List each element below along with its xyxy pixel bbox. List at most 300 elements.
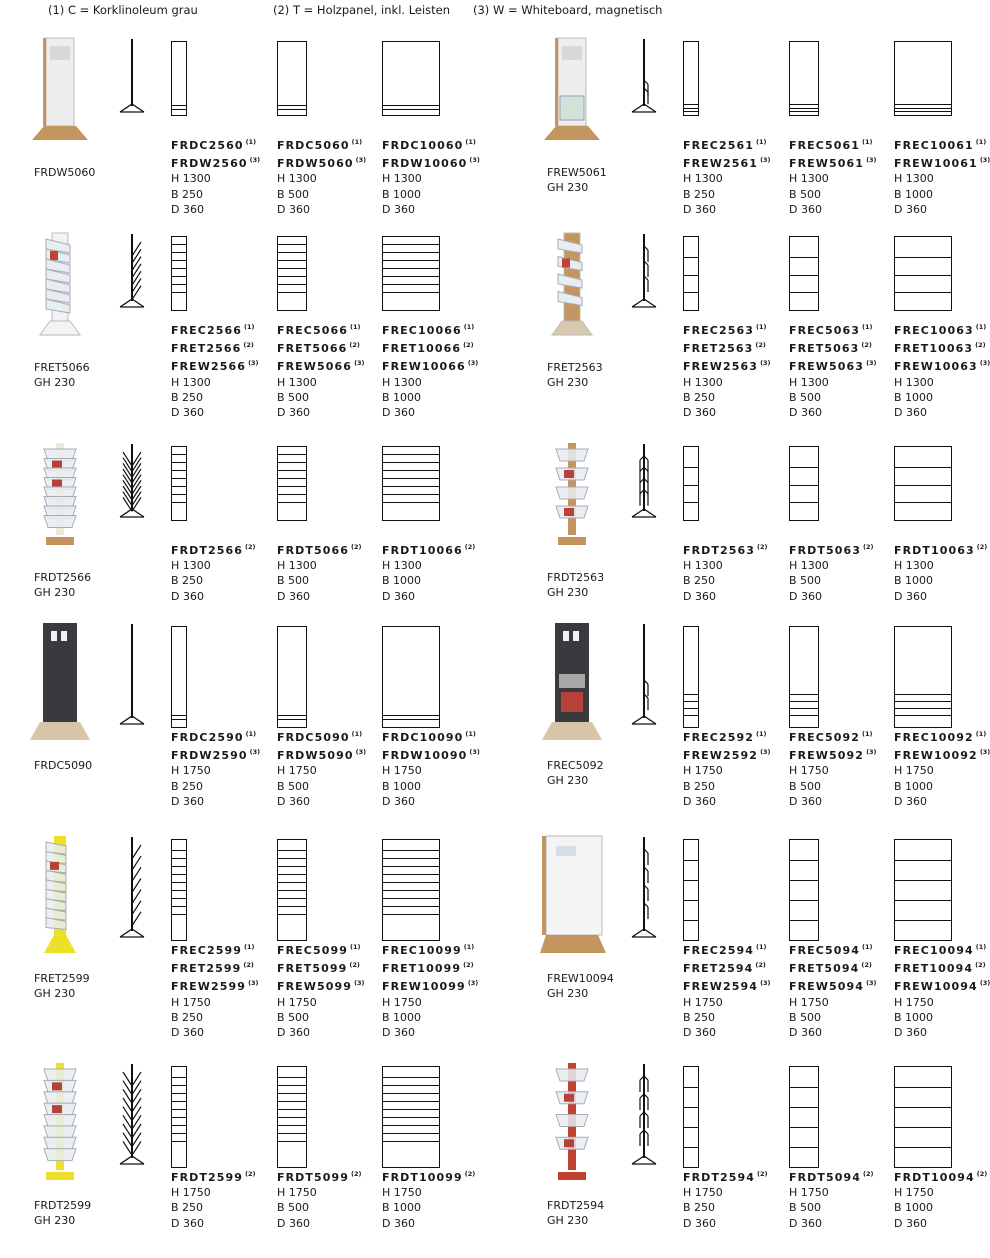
front-view-diagram <box>789 446 819 521</box>
shelf-line <box>383 268 439 269</box>
shelf-line <box>278 486 306 487</box>
shelf-line <box>278 470 306 471</box>
variant-code-text: FRET10066 <box>382 342 462 356</box>
variant-code-text: FRDC2590 <box>171 731 244 744</box>
product-model-name: FRDW5060 <box>34 166 96 179</box>
variant-dimension: D 360 <box>277 589 310 603</box>
front-view-diagram <box>277 1066 307 1168</box>
material-ref: (2) <box>349 341 360 350</box>
product-model-label <box>547 758 604 788</box>
variant-dimension: B 1000 <box>382 1201 422 1215</box>
variant-code <box>789 338 877 356</box>
variant-code-text: FREC10063 <box>894 324 974 337</box>
variant-dimension: H 1300 <box>277 559 317 573</box>
variant-code-text: FREC5099 <box>277 944 348 957</box>
variant-code-text: FRDW10060 <box>382 157 468 171</box>
material-ref: (1) <box>351 730 363 738</box>
variant-code <box>789 540 874 558</box>
shelf-line <box>278 462 306 463</box>
shelf-line <box>172 454 186 455</box>
variant-code-text: FREW5099 <box>277 980 353 994</box>
shelf-line <box>790 104 818 105</box>
variant-code <box>789 940 877 958</box>
material-ref: (2) <box>245 543 256 551</box>
variant-dimension: H 1300 <box>277 172 317 186</box>
variant-code <box>277 940 365 958</box>
legend-item-cork: (1) C = Korklinoleum grau <box>48 3 198 17</box>
material-ref: (3) <box>354 359 365 368</box>
shelf-line <box>172 109 186 110</box>
variant-spec <box>171 320 259 420</box>
front-view-diagram <box>382 1066 440 1168</box>
variant-code-text: FRDT5099 <box>277 1171 350 1184</box>
variant-dimension: H 1300 <box>171 172 211 186</box>
material-ref: (3) <box>248 979 259 988</box>
shelf-line <box>684 900 698 901</box>
material-ref: (1) <box>350 323 361 331</box>
variant-code <box>277 958 365 976</box>
product-model-name: FRDT2599 <box>34 1199 92 1212</box>
material-ref: (1) <box>463 943 475 951</box>
product-model-label <box>547 360 603 390</box>
shelf-line <box>383 502 439 503</box>
material-ref: (1) <box>463 323 475 331</box>
shelf-line <box>383 462 439 463</box>
shelf-line <box>790 708 818 709</box>
variant-dimension: B 500 <box>277 390 310 404</box>
variant-code-text: FREC2594 <box>683 944 754 957</box>
product-photo <box>30 619 90 748</box>
shelf-line <box>895 108 951 109</box>
variant-code <box>382 153 480 171</box>
product-model-label <box>34 570 91 600</box>
variant-dimension: H 1300 <box>277 375 317 389</box>
variant-dimension: B 1000 <box>894 779 934 793</box>
shelf-line <box>172 502 186 503</box>
shelf-line <box>172 276 186 277</box>
shelf-line <box>383 1141 439 1142</box>
variant-dimension: B 1000 <box>894 574 934 588</box>
shelf-line <box>895 920 951 921</box>
material-ref: (3) <box>979 359 990 368</box>
shelf-line <box>790 880 818 881</box>
shelf-line <box>383 898 439 899</box>
variant-dimension: H 1750 <box>277 764 317 778</box>
shelf-line <box>278 1085 306 1086</box>
shelf-line <box>383 1085 439 1086</box>
shelf-line <box>383 1125 439 1126</box>
product-gh: GH 230 <box>547 987 589 1000</box>
front-view-diagram <box>171 236 187 311</box>
variant-dimension: H 1300 <box>789 375 829 389</box>
variant-spec <box>277 320 365 420</box>
variant-spec <box>789 135 877 217</box>
variant-dimension: D 360 <box>894 794 927 808</box>
shelf-line <box>790 1127 818 1128</box>
shelf-line <box>278 268 306 269</box>
shelf-line <box>684 275 698 276</box>
front-view-diagram <box>683 41 699 116</box>
variant-code-text: FRET5066 <box>277 342 348 356</box>
front-view-diagram <box>683 446 699 521</box>
variant-code <box>894 1167 987 1185</box>
shelf-line <box>383 109 439 110</box>
shelf-line <box>895 860 951 861</box>
variant-dimension: D 360 <box>277 202 310 216</box>
shelf-line <box>383 478 439 479</box>
variant-code-text: FRDC10060 <box>382 139 464 152</box>
variant-code-text: FREC5092 <box>789 731 860 744</box>
material-ref: (2) <box>976 1170 988 1178</box>
product-model-label <box>547 570 604 600</box>
front-view-diagram <box>789 236 819 311</box>
material-ref: (3) <box>979 156 990 165</box>
variant-code-text: FREC2563 <box>683 324 754 337</box>
variant-code-text: FRET5094 <box>789 962 860 976</box>
variant-code <box>789 976 877 994</box>
variant-spec <box>683 727 771 809</box>
variant-dimension: D 360 <box>171 794 204 808</box>
shelf-line <box>383 494 439 495</box>
shelf-line <box>278 906 306 907</box>
variant-spec <box>683 135 771 217</box>
shelf-line <box>172 906 186 907</box>
product-photo <box>30 34 90 148</box>
variant-code <box>382 727 480 745</box>
variant-dimension: D 360 <box>171 1216 204 1230</box>
variant-code <box>894 338 990 356</box>
shelf-line <box>278 850 306 851</box>
variant-code <box>277 135 366 153</box>
shelf-line <box>172 715 186 716</box>
material-ref: (2) <box>755 961 766 970</box>
variant-dimension: D 360 <box>789 794 822 808</box>
shelf-line <box>278 866 306 867</box>
variant-dimension: H 1300 <box>789 559 829 573</box>
variant-code <box>382 540 475 558</box>
shelf-line <box>172 1141 186 1142</box>
product-gh: GH 230 <box>34 586 76 599</box>
shelf-line <box>383 292 439 293</box>
variant-dimension: D 360 <box>382 794 415 808</box>
variant-code-text: FREW2563 <box>683 360 759 374</box>
variant-dimension: H 1750 <box>789 764 829 778</box>
shelf-line <box>684 1087 698 1088</box>
shelf-line <box>684 257 698 258</box>
material-ref: (1) <box>756 943 767 951</box>
shelf-line <box>790 275 818 276</box>
variant-code-text: FREC10094 <box>894 944 974 957</box>
shelf-line <box>172 719 186 720</box>
variant-code-text: FRDT10094 <box>894 1171 975 1184</box>
shelf-line <box>172 486 186 487</box>
material-ref: (3) <box>354 979 365 988</box>
material-ref: (3) <box>866 359 877 368</box>
product-gh: GH 230 <box>547 774 589 787</box>
variant-dimension: B 250 <box>171 574 204 588</box>
variant-spec <box>171 540 256 604</box>
shelf-line <box>383 486 439 487</box>
shelf-line <box>383 914 439 915</box>
variant-dimension: D 360 <box>277 1026 310 1040</box>
variant-code <box>789 320 877 338</box>
variant-spec <box>171 1167 256 1231</box>
shelf-line <box>895 467 951 468</box>
shelf-line <box>790 694 818 695</box>
variant-dimension: H 1750 <box>894 764 934 778</box>
material-ref: (3) <box>249 156 261 165</box>
product-model-label <box>547 165 607 195</box>
variant-code <box>894 153 990 171</box>
variant-code-text: FRDC5060 <box>277 139 350 152</box>
material-ref: (1) <box>975 943 987 951</box>
product-model-name: FRDT2563 <box>547 571 605 584</box>
shelf-line <box>790 860 818 861</box>
material-ref: (3) <box>248 359 259 368</box>
front-view-diagram <box>382 626 440 728</box>
shelf-line <box>172 850 186 851</box>
variant-dimension: D 360 <box>683 406 716 420</box>
variant-code-text: FRDT2563 <box>683 544 756 557</box>
shelf-line <box>684 920 698 921</box>
variant-code-text: FREW10094 <box>894 980 978 994</box>
material-ref: (3) <box>866 748 877 757</box>
variant-dimension: D 360 <box>277 406 310 420</box>
shelf-line <box>895 1147 951 1148</box>
variant-dimension: B 250 <box>171 187 204 201</box>
variant-code-text: FREC10099 <box>382 944 462 957</box>
variant-code <box>683 940 771 958</box>
shelf-line <box>278 260 306 261</box>
variant-dimension: B 250 <box>683 779 716 793</box>
variant-dimension: D 360 <box>894 406 927 420</box>
variant-code-text: FREC10066 <box>382 324 462 337</box>
variant-code <box>382 135 480 153</box>
front-view-diagram <box>277 626 307 728</box>
variant-code <box>277 727 366 745</box>
variant-dimension: H 1300 <box>382 172 422 186</box>
legend-item-wood: (2) T = Holzpanel, inkl. Leisten <box>273 3 451 17</box>
variant-code-text: FRET10099 <box>382 962 462 976</box>
shelf-line <box>278 276 306 277</box>
variant-code <box>894 135 990 153</box>
variant-code-text: FRET2563 <box>683 342 754 356</box>
material-ref: (2) <box>755 341 766 350</box>
front-view-diagram <box>382 446 440 521</box>
variant-dimension: H 1300 <box>382 559 422 573</box>
material-ref: (3) <box>355 156 367 165</box>
product-photo <box>30 832 90 961</box>
variant-code-text: FREW5092 <box>789 749 865 763</box>
shelf-line <box>172 914 186 915</box>
variant-code <box>382 940 478 958</box>
variant-spec <box>277 940 365 1040</box>
product-gh: GH 230 <box>34 1214 76 1227</box>
shelf-line <box>790 485 818 486</box>
shelf-line <box>172 866 186 867</box>
shelf-line <box>895 485 951 486</box>
front-view-diagram <box>171 1066 187 1168</box>
variant-code-text: FREW10061 <box>894 157 978 171</box>
material-ref: (1) <box>862 323 873 331</box>
variant-code-text: FREC2592 <box>683 731 754 744</box>
variant-dimension: B 250 <box>171 390 204 404</box>
side-view-diagram <box>629 1064 659 1170</box>
variant-code-text: FRDT10063 <box>894 544 975 557</box>
shelf-line <box>895 694 951 695</box>
product-photo <box>542 619 602 748</box>
variant-code <box>683 727 771 745</box>
variant-code <box>171 940 259 958</box>
variant-dimension: B 1000 <box>382 187 422 201</box>
side-view-diagram <box>629 444 659 523</box>
shelf-line <box>895 502 951 503</box>
product-model-name: FREC5092 <box>547 759 604 772</box>
shelf-line <box>172 284 186 285</box>
variant-spec <box>683 320 771 420</box>
shelf-line <box>895 111 951 112</box>
variant-dimension: B 1000 <box>894 187 934 201</box>
variant-code <box>277 338 365 356</box>
front-view-diagram <box>277 839 307 941</box>
variant-code-text: FREW5094 <box>789 980 865 994</box>
shelf-line <box>790 1107 818 1108</box>
material-ref: (1) <box>350 943 361 951</box>
variant-spec <box>789 320 877 420</box>
variant-code <box>382 320 478 338</box>
product-model-name: FRET5066 <box>34 361 90 374</box>
material-ref: (2) <box>351 543 362 551</box>
variant-code <box>789 727 877 745</box>
material-ref: (2) <box>863 543 874 551</box>
material-ref: (2) <box>351 1170 362 1178</box>
variant-dimension: B 1000 <box>894 1010 934 1024</box>
variant-code <box>171 1167 256 1185</box>
material-ref: (3) <box>760 156 771 165</box>
variant-dimension: B 500 <box>789 187 822 201</box>
variant-code <box>277 976 365 994</box>
variant-code <box>894 745 990 763</box>
front-view-diagram <box>277 446 307 521</box>
variant-code-text: FREC5094 <box>789 944 860 957</box>
product-model-label <box>34 971 90 1001</box>
shelf-line <box>383 454 439 455</box>
material-ref: (1) <box>862 943 873 951</box>
front-view-diagram <box>171 839 187 941</box>
variant-code <box>894 356 990 374</box>
shelf-line <box>278 1093 306 1094</box>
variant-code <box>171 727 260 745</box>
shelf-line <box>278 874 306 875</box>
variant-spec <box>277 135 366 217</box>
variant-code <box>277 1167 362 1185</box>
shelf-line <box>684 1147 698 1148</box>
front-view-diagram <box>277 41 307 116</box>
shelf-line <box>684 485 698 486</box>
variant-code-text: FREC5066 <box>277 324 348 337</box>
shelf-line <box>172 244 186 245</box>
variant-dimension: H 1300 <box>171 559 211 573</box>
material-ref: (1) <box>465 138 476 146</box>
product-photo <box>30 229 90 343</box>
variant-dimension: D 360 <box>277 794 310 808</box>
product-model-name: FRDC5090 <box>34 759 93 772</box>
material-ref: (2) <box>861 341 872 350</box>
product-photo <box>30 439 90 553</box>
shelf-line <box>895 900 951 901</box>
variant-dimension: D 360 <box>382 202 415 216</box>
shelf-line <box>790 108 818 109</box>
variant-code <box>894 540 987 558</box>
shelf-line <box>383 1133 439 1134</box>
variant-code-text: FREC2566 <box>171 324 242 337</box>
variant-code <box>277 540 362 558</box>
variant-dimension: D 360 <box>894 589 927 603</box>
material-ref: (2) <box>861 961 872 970</box>
shelf-line <box>684 715 698 716</box>
variant-dimension: H 1300 <box>894 559 934 573</box>
product-model-label <box>34 758 92 773</box>
variant-dimension: D 360 <box>789 1216 822 1230</box>
shelf-line <box>172 898 186 899</box>
variant-code-text: FREW5061 <box>789 157 865 171</box>
variant-dimension: D 360 <box>171 406 204 420</box>
shelf-line <box>790 502 818 503</box>
shelf-line <box>278 109 306 110</box>
material-ref: (1) <box>975 138 987 146</box>
variant-dimension: B 250 <box>683 187 716 201</box>
variant-dimension: H 1750 <box>894 1186 934 1200</box>
shelf-line <box>895 701 951 702</box>
product-gh: GH 230 <box>547 181 589 194</box>
shelf-line <box>684 467 698 468</box>
variant-dimension: H 1750 <box>683 995 723 1009</box>
variant-code <box>382 958 478 976</box>
front-view-diagram <box>894 236 952 311</box>
shelf-line <box>278 1077 306 1078</box>
variant-code <box>683 135 771 153</box>
shelf-line <box>278 1141 306 1142</box>
shelf-line <box>172 292 186 293</box>
shelf-line <box>895 292 951 293</box>
variant-code <box>894 976 990 994</box>
product-model-name: FREW5061 <box>547 166 607 179</box>
variant-code-text: FRET10063 <box>894 342 974 356</box>
shelf-line <box>684 708 698 709</box>
variant-code-text: FRET2566 <box>171 342 242 356</box>
variant-code-text: FREW10099 <box>382 980 466 994</box>
variant-code-text: FRDW2590 <box>171 749 248 763</box>
front-view-diagram <box>894 626 952 728</box>
variant-dimension: B 500 <box>789 1010 822 1024</box>
material-ref: (1) <box>756 323 767 331</box>
material-ref: (3) <box>866 156 877 165</box>
variant-code <box>171 958 259 976</box>
material-ref: (3) <box>249 748 261 757</box>
shelf-line <box>790 715 818 716</box>
product-model-name: FRET2563 <box>547 361 603 374</box>
material-ref: (1) <box>465 730 476 738</box>
shelf-line <box>383 850 439 851</box>
variant-code-text: FREW10092 <box>894 749 978 763</box>
variant-code <box>789 958 877 976</box>
front-view-diagram <box>789 626 819 728</box>
side-view-diagram <box>629 837 659 943</box>
variant-code-text: FRDW5090 <box>277 749 354 763</box>
variant-spec <box>382 135 480 217</box>
variant-dimension: B 1000 <box>894 1201 934 1215</box>
variant-code-text: FRDT5063 <box>789 544 862 557</box>
